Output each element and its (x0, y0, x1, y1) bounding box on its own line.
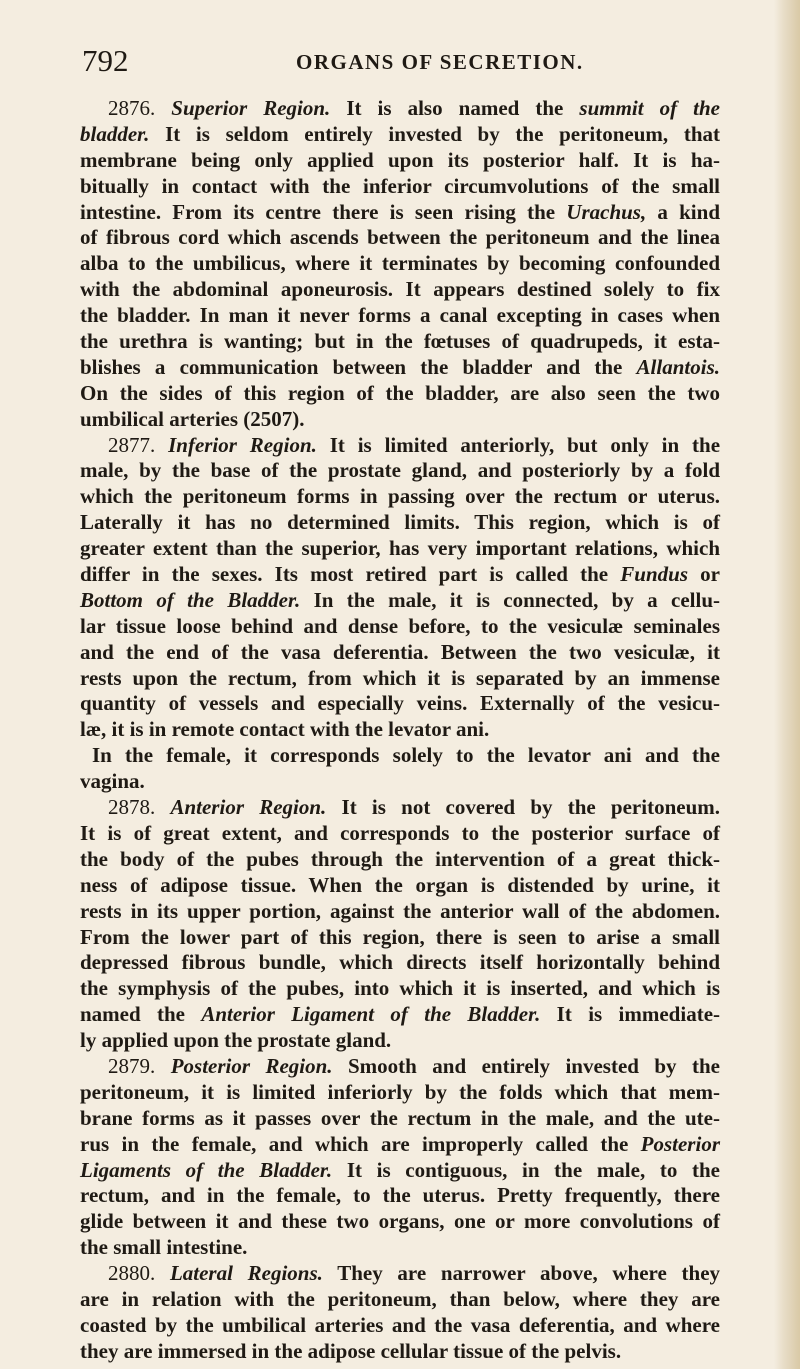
text-run: membrane being only applied upon its posterior half. It is ha- (80, 147, 720, 172)
running-head: ORGANS OF SECRETION. (296, 50, 584, 74)
text-line (80, 925, 720, 951)
text-run: coasted by the umbilical arteries and the vasa deferentia, and where (80, 1312, 720, 1337)
text-line (80, 717, 720, 743)
text-run: brane forms as it passes over the rectum in the male, and the ute- (80, 1105, 720, 1130)
text-line (80, 225, 720, 251)
text-line (80, 743, 720, 769)
text-line (80, 1235, 720, 1261)
italic-run: Posterior (640, 1131, 720, 1156)
text-run: alba to the umbilicus, where it terminates by becoming confounded (80, 251, 720, 276)
text-line (80, 1158, 720, 1184)
page-header (80, 36, 720, 76)
text-line (80, 562, 720, 588)
paragraph-2879 (80, 1054, 720, 1261)
text-run: They are narrower above, where they (337, 1261, 721, 1286)
text-run: In the female, it corresponds solely to the levator ani and the (92, 743, 720, 768)
text-line (80, 847, 720, 873)
paragraph-2877 (80, 433, 720, 795)
text-run: the bladder. In man it never forms a canal excepting in cases when (80, 303, 720, 328)
text-line (80, 458, 720, 484)
text-run: glide between it and these two organs, one or more convolutions of (80, 1209, 720, 1234)
text-run: male, by the base of the prostate gland, and posteriorly by a fold (80, 458, 720, 483)
text-run: depressed fibrous bundle, which directs itself horizontally behind (80, 950, 720, 975)
text-line (80, 536, 720, 562)
text-line (80, 769, 720, 795)
italic-run: summit of the (579, 96, 721, 120)
text-line (80, 1054, 720, 1080)
text-run: rus in the female, and which are improperly called the (80, 1131, 641, 1156)
text-line (80, 1261, 720, 1287)
text-line (80, 484, 720, 510)
text-line (80, 899, 720, 925)
text-run: blishes a communication between the bladder and the (80, 354, 637, 379)
section-title: Superior Region. (171, 96, 331, 120)
text-run: or (688, 562, 720, 587)
text-run: rests in its upper portion, against the anterior wall of the abdomen. (80, 898, 720, 923)
section-title: Lateral Regions. (169, 1261, 323, 1286)
text-line (80, 976, 720, 1002)
page-gutter-shadow (774, 0, 800, 1369)
page-number: 792 (82, 43, 129, 78)
text-line (80, 1183, 720, 1209)
text-line (80, 122, 720, 148)
text-run: are in relation with the peritoneum, than below, where they are (80, 1286, 720, 1311)
text-line (80, 821, 720, 847)
text-run: quantity of vessels and especially veins. Externally of the vesicu- (80, 691, 720, 716)
text-run: vagina. (80, 769, 145, 794)
text-run: with the abdominal aponeurosis. It appears destined solely to fix (80, 277, 720, 302)
text-run: which the peritoneum forms in passing over the rectum or uterus. (80, 484, 720, 509)
paragraph-2876 (80, 96, 720, 433)
text-run: In the male, it is connected, by a cellu- (300, 587, 720, 612)
section-number: 2878. (108, 795, 171, 820)
text-line (80, 614, 720, 640)
section-title: Anterior Region. (170, 795, 327, 820)
italic-run: Ligaments of the Bladder. (80, 1157, 333, 1182)
text-run: the body of the pubes through the intervention of a great thick- (80, 846, 720, 871)
section-number: 2879. (108, 1053, 171, 1078)
text-line (80, 1106, 720, 1132)
text-line (80, 277, 720, 303)
text-run: From the lower part of this region, there is seen to arise a small (80, 924, 720, 949)
text-run: umbilical arteries (2507). (80, 406, 305, 431)
text-line (80, 148, 720, 174)
text-run: of fibrous cord which ascends between the peritoneum and the linea (80, 225, 720, 250)
text-run: a kind (646, 199, 720, 224)
section-title: Inferior Region. (168, 432, 317, 457)
section-number: 2877. (108, 432, 169, 457)
text-run: rests upon the rectum, from which it is separated by an immense (80, 665, 720, 690)
text-run: It is immediate- (540, 1002, 721, 1027)
text-run: Laterally it has no determined limits. This region, which is of (80, 510, 720, 535)
text-run: It is of great extent, and corresponds to the posterior surface of (80, 820, 720, 845)
text-line (80, 1339, 720, 1365)
text-run: Smooth and entirely invested by the (348, 1053, 720, 1078)
text-run: lar tissue loose behind and dense before, to the vesiculæ seminales (80, 613, 720, 638)
text-line (80, 174, 720, 200)
text-run: On the sides of this region of the bladder, are also seen the two (80, 380, 720, 405)
text-run: the small intestine. (80, 1235, 248, 1260)
text-run: It is also named the (346, 96, 580, 120)
text-run: greater extent than the superior, has very important relations, which (80, 536, 720, 561)
italic-run: Bottom of the Bladder. (80, 587, 301, 612)
paragraph-2880 (80, 1261, 720, 1365)
text-line (80, 510, 720, 536)
section-number: 2880. (108, 1261, 170, 1286)
text-run: peritoneum, it is limited inferiorly by the folds which that mem- (80, 1079, 720, 1104)
text-line (80, 433, 720, 459)
text-run: they are immersed in the adipose cellular tissue of the pelvis. (80, 1338, 622, 1363)
text-line (80, 407, 720, 433)
text-run: It is seldom entirely invested by the peritoneum, that (149, 121, 720, 146)
text-run: named the (80, 1002, 202, 1027)
text-line (80, 795, 720, 821)
text-line (80, 666, 720, 692)
italic-run: Fundus (620, 562, 688, 587)
italic-run: bladder. (80, 121, 150, 146)
text-line (80, 588, 720, 614)
text-line (80, 950, 720, 976)
text-run: the urethra is wanting; but in the fœtuses of quadrupeds, it esta- (80, 329, 720, 354)
text-line (80, 381, 720, 407)
paragraph-2878 (80, 795, 720, 1054)
text-line (80, 96, 720, 122)
text-line (80, 1080, 720, 1106)
text-run: the symphysis of the pubes, into which it is inserted, and which is (80, 976, 720, 1001)
text-run: ly applied upon the prostate gland. (80, 1028, 392, 1053)
text-line (80, 1132, 720, 1158)
text-run: læ, it is in remote contact with the levator ani. (80, 717, 490, 742)
text-line (80, 691, 720, 717)
text-run: It is not covered by the peritoneum. (341, 795, 721, 820)
section-number: 2876. (108, 96, 172, 120)
text-line (80, 303, 720, 329)
text-line (80, 1313, 720, 1339)
text-run: differ in the sexes. Its most retired part is called the (80, 562, 621, 587)
text-run: It is contiguous, in the male, to the (332, 1157, 720, 1182)
italic-run: Allantois. (636, 354, 720, 379)
body-text (80, 96, 720, 1365)
text-line (80, 200, 720, 226)
section-title: Posterior Region. (170, 1053, 333, 1078)
italic-run: Anterior Ligament of the Bladder. (201, 1002, 541, 1027)
text-line (80, 251, 720, 277)
text-run: rectum, and in the female, to the uterus. Pretty frequently, there (80, 1183, 720, 1208)
italic-run: Urachus, (566, 199, 647, 224)
text-line (80, 1002, 720, 1028)
text-line (80, 640, 720, 666)
text-line (80, 1209, 720, 1235)
text-line (80, 355, 720, 381)
text-run: intestine. From its centre there is seen rising the (80, 199, 567, 224)
text-run: and the end of the vasa deferentia. Between the two vesiculæ, it (80, 639, 720, 664)
text-line (80, 1028, 720, 1054)
text-run: ness of adipose tissue. When the organ is distended by urine, it (80, 872, 720, 897)
text-run: bitually in contact with the inferior circumvolutions of the small (80, 173, 720, 198)
text-line (80, 873, 720, 899)
text-run: It is limited anteriorly, but only in the (329, 432, 721, 457)
text-line (80, 329, 720, 355)
text-line (80, 1287, 720, 1313)
